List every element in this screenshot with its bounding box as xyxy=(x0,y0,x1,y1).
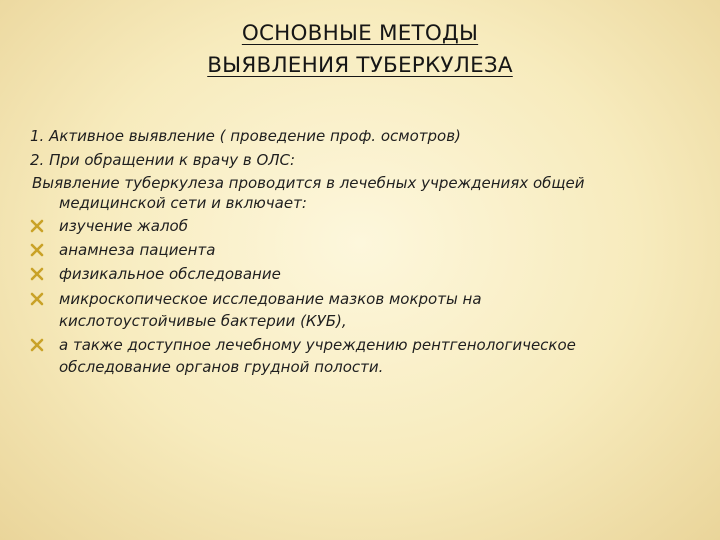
list-item-text-line-2: кислотоустойчивые бактерии (КУБ), xyxy=(59,312,347,330)
x-bullet-icon xyxy=(30,219,44,233)
slide-title xyxy=(150,18,570,82)
list-item xyxy=(30,286,690,332)
intro-line-2: медицинской сети и включает: xyxy=(59,194,307,212)
list-item-text-line-2: обследование органов грудной полости. xyxy=(59,358,384,376)
intro-line-1: Выявление туберкулеза проводится в лечебных учреждениях общей xyxy=(32,174,585,192)
list-item-text-line-1: микроскопическое исследование мазков мокроты на xyxy=(59,290,482,308)
x-bullet-icon xyxy=(30,243,44,257)
item-active-detection: 1. Активное выявление ( проведение проф. осмотров) xyxy=(30,127,461,145)
list-item-text: изучение жалоб xyxy=(59,217,188,235)
list-item xyxy=(30,238,690,262)
list-item xyxy=(30,214,690,238)
x-bullet-icon xyxy=(30,338,44,352)
list-item-text: анамнеза пациента xyxy=(59,241,216,259)
list-item xyxy=(30,332,690,378)
title-line-2: ВЫЯВЛЕНИЯ ТУБЕРКУЛЕЗА xyxy=(207,53,513,78)
title-line-1: ОСНОВНЫЕ МЕТОДЫ xyxy=(241,21,479,46)
list-item xyxy=(30,262,690,286)
list-item-text-line-1: а также доступное лечебному учреждению рентгенологическое xyxy=(59,336,576,354)
methods-list xyxy=(30,214,690,378)
list-item-text: физикальное обследование xyxy=(59,265,281,283)
slide-body xyxy=(30,124,690,378)
x-bullet-icon xyxy=(30,267,44,281)
x-bullet-icon xyxy=(30,292,44,306)
item-on-request: 2. При обращении к врачу в ОЛС: xyxy=(30,151,296,169)
